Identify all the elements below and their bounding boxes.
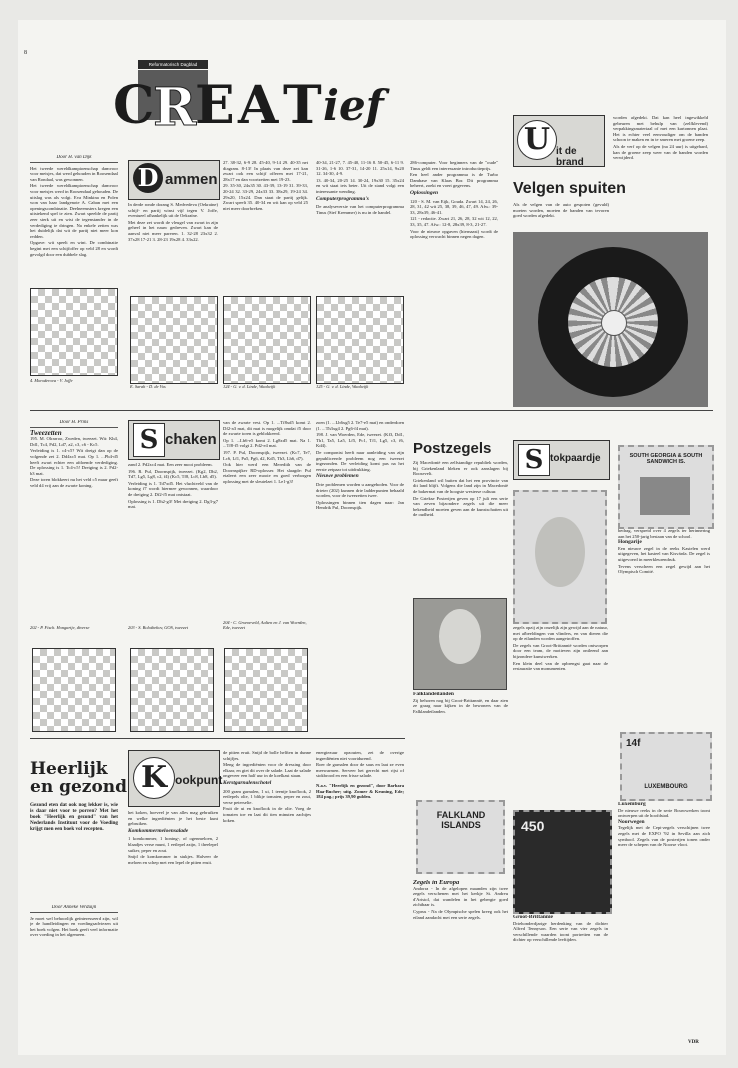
- koken-heading: Heerlijk en gezond: [30, 759, 128, 797]
- koken-byline: Door Anneke Verduijn: [30, 905, 118, 913]
- dammen-board-3: [223, 296, 311, 384]
- dammen-column-4: 40-34, 21-27, 7. 45-40, 11-16 8. 50-45, 6-11 9. 31-26, 1-6 10. 37-31, 14-20 11. 25x14, 9x20 12. 34-30, 4-9. 13. 40-34, 20-25 14. 30-24, 19x30 15. 35x24 en wit staat iets beter. Uit de stand volgt een interessante wending. Computerprogramma's De analyseversie van het computerprogramma Tinus (Sief Kremmer) is nu in de handel.: [316, 160, 404, 215]
- schaken-caption-2: 203 - S. Bolotbekov, GOS, tweezet: [128, 625, 188, 630]
- wheel-photo: [513, 232, 708, 407]
- page-number: 8: [24, 50, 27, 56]
- schaken-subheading-new: Nieuwe problemen: [316, 473, 359, 480]
- schaken-logo: S chaken: [128, 420, 220, 460]
- schaken-column-2: zand 2. Pd2xc4 mat. Een zeer mooi probleem. 196. R. Pul, Doornspijk, tweezet. (Kg2, Dh2, Td7, Lg5, Lg8, c2, f4) (Kc5, Tf8, Lc8, Lb8, d5). Verleiding is 1. Td7xd5. Het vluchtveld van de koning f7 wordt hiermee gewonnen, waardoor de dreiging 2. Df2-f5 mat ontstaat. Oplossing is 1. Dh2-g3! Met dreiging 2. Dg3-g7 mat.: [128, 462, 218, 510]
- dammen-board-4: [316, 296, 404, 384]
- postzegels-column-falkland: Falklandeilanden Zij behoren nog bij Groot-Brittannië, en daar zien ze graag naar kijken in de bewoners van de Falklandeilanden.: [413, 692, 508, 714]
- postzegels-column-1: Zij Macedonië een zelfstandige republiek worden, bij Griekenland bleken er ook aanslagen bij Roosevelt. Griekenland wil buiten dat het een provincie van dit land blijft. Volgens die land zijn in Macedonië de bakermat van de hoogste westerse cultuur. De Griekse Posterijen geven op 17 juli een serie van zeven bijzondere zegels uit die meer bekendheid moeten geven aan de kunstschatten uit de oudheid.: [413, 460, 508, 518]
- schaken-caption-1: 202 - P. Fisch. Hongarije, diverse: [30, 625, 90, 630]
- postzegels-column-2: zegels opzij zijn onzelijk zijn gewijd aan de natuur, met afbeeldingen van vlinders, en van dieren die op de eilanden worden aangetroffen. De zegels van Groot-Brittannië worden ontworpen door een team, de motieven zijn ontleend aan bijzondere kunstwerken. Een klein deel van de opbrengst gaat naar de restauratie van monumenten.: [513, 625, 608, 672]
- postzegels-column-4: Luxemburg De nieuwe reeks in de serie Bouwwerken toont ontwerpen uit de hoofdstad. Noorwegen Tegelijk met de Cept-zegels verschijnen twee zegels met de EXPO '92 in Sevilla aan zich symbool. Zegels van de posterijen tonen onder meer de schepen van de Noorse vloot.: [618, 802, 710, 848]
- velgen-column: worden afgedekt. Dat kan heel ingewikkeld gebeuren met behulp van (zelfklevend) verpakkingsmateriaal of met een kartonnen plaat. Het is echter veel eenvoudiger om de banden schoon te maken en in te smeren met groene zeep. Als de verf op de velgen (na 24 uur) is uitgehard, kan de groene zeep weer van de banden worden verwijderd.: [613, 115, 708, 161]
- postzegels-column-europa: Zegels in Europa Andorra - In de afgelopen maanden zijn twee zegels verschenen met het kerkje St. Andreu d'Aristol, dat wandelen in het gebergte goed zichtbaar is. Cyprus - Na de Olympische spelen kreeg ook het eiland aandacht met een serie zegels.: [413, 880, 508, 920]
- koken-column-4: energiezuur opzouten, zet de overige ingrediënten niet voortdurend. Roer de garnalen door de saus en laat ze even meewarmen. Serveer het gerecht met rijst of stokbrood en een frisse salade. N.a.v. "Heerlijk en gezond", door Barbara Haa-Bucher; uitg. Zomer & Keuning, Ede; 184 pag.; prijs 39,90 gulden.: [316, 750, 404, 800]
- newspaper-page: [18, 20, 726, 1055]
- falkland-subheading: Falklandeilanden: [413, 692, 454, 697]
- footer-initials: VDR: [688, 1040, 699, 1045]
- dammen-logo: D ammen: [128, 160, 220, 200]
- section-divider-2: [30, 738, 405, 739]
- schaken-column-4: zoen (1. ...Lh6xg5 2. Te7-e5 mat) en onderdoen (1. ...Th3xg4 2. Pg6-f4 mat). 198. J. van Woerden, Ede, tweezet. (Kf3, Dd1, Th1, Ta5, La5, Lf5, Pc1, Tf1, Lg5, c3, f6, Kd4). De componist heeft naar aanleiding van zijn gepubliceerde probleem nog een tweezet ingezonden. De verleiding komt pas na het eerste zetpaar tot uitdrukking. Nieuwe problemen Drie problemen worden u aangeboden. Voor de drieter (202) kunnen drie ladderpunten behaald worden, voor de tweezetten twee. Oplossingen binnen tien dagen naar: Jan Hendrik Pul, Doornspijk.: [316, 420, 404, 511]
- section-divider-1: [30, 410, 713, 411]
- velgen-intro: Als de velgen van de auto gespoten (gevuld) moeten worden, moeten de banden van tevoren goed worden afgedekt.: [513, 202, 609, 219]
- koken-column-1: Door Anneke Verduijn Je moet wel behoorlijk geïnteresseerd zijn, wil je de handleidingen en voedingsadviezen uit het boek volgen. Het boek geeft veel informatie over voeding in het algemeen.: [30, 905, 118, 938]
- schaken-caption-3: 204 - C. Groeneveld, Aalten en J. van Woerden, Ede, tweezet: [223, 620, 307, 630]
- dammen-byline: Door H. van Dijk: [30, 155, 118, 163]
- koken-intro: Gezond eten dat ook nog lekker is, wie is daar niet voor te porren? Met het boek "Heerlijk en gezond" van het Nederlands Instituut voor de Voeding krijgt men een boek vol recepten.: [30, 802, 118, 832]
- stamp-falkland: FALKLAND ISLANDS: [416, 800, 505, 874]
- postzegels-heading: Postzegels: [413, 440, 492, 457]
- dammen-column-1: Door H. van Dijk Het tweede wereldkampioenschap damvoor voor meisjes, dat werd gehouden in Roosendaal van Rondaal, was gewonnen. Het tweede wereldkampioenschap damvoor voor meisjes werd in Roosendaal gehouden. De uitslag was als volgt. Eva Minkina en Polen won van haar landgenote A. Caban met een openingscombinatie. Deelneemsters kregen een uitstekend spel te zien. Zwart speelde de partij zeer sterk uit en wist de tegenstander in de verdediging te dringen. Na enkele zetten was het duidelijk dat wit de partij niet meer kon redden. Opgave: wit speelt en wint. De combinatie begint met een schijfoffer op veld 28 en wordt gevolgd door een dubbele slag.: [30, 155, 118, 257]
- schaken-column-3: van de zwarte vest. Op 1. ...Tf8xd5 komt 2. Df2-a3 mat, dit mat is mogelijk omdat f5 door de zwarte toren is geblokkeerd. Op 1. ...Lb6-e5 komt 2. Lg8xd5 mat. Na 1. ...Tf8-f5 volgt 2. Pd2-e4 mat. 197. P. Pul, Doornspijk, tweezet. (Kc7, Te7, Lc6, Lf1, Pa5, Pg6, d2, Kd5, Th3, Lh6, d7). Ook hier werd een Meredith van de Doornspijker RD-oplosser. Het slaagde: Pul etaleert een zeer mooie en goed verborgen oplossing met de sleutelzet 1. Le1-g3!: [223, 420, 311, 484]
- dammen-caption-4: 125 - G. v. d. Linde, Waalwijk: [316, 384, 369, 389]
- stamp-luxembourg: 14f LUXEMBOURG: [620, 732, 712, 801]
- recipe-1-heading: Komkommermeloensalade: [128, 827, 189, 834]
- dammen-caption-1: 4. Moroderova - V. Joffe: [30, 378, 73, 383]
- europa-subheading: Zegels in Europa: [413, 880, 460, 886]
- stamp-450: 450: [513, 810, 612, 914]
- schaken-board-3: [224, 648, 308, 732]
- dammen-subheading-computer: Computerprogramma's: [316, 195, 369, 202]
- dammen-subheading-solutions: Oplossingen: [410, 189, 439, 196]
- dammen-board-2: [130, 296, 218, 384]
- dammen-caption-2: E. Sarah - D. de Vos: [130, 384, 166, 389]
- gb-subheading: Groot-Brittannië: [513, 915, 553, 920]
- stamp-portrait: [513, 490, 607, 624]
- dammen-board-1: [30, 288, 118, 376]
- schaken-heading: Tweezetten: [30, 428, 62, 437]
- luxemburg-subheading: Luxemburg: [618, 802, 646, 807]
- hongarije-subheading: Hongarije: [618, 539, 642, 546]
- dammen-column-2: In derde ronde dorang S. Medvedeva (Oekraïne) schijf- en partij winst vijf tegen V. Joffe, eventueel afhankelijk uit de Oekraïne. Met deze zet wordt de vleugel van zwart in zijn geheel in het nauw gedreven. Zwart kan de aanval niet meer pareren. 1. 32-28 23x32 2. 37x28 17-21 3. 28-23 19x28 4. 33x22.: [128, 202, 218, 242]
- dammen-column-5: 286-computer. Voor beginners van de "oude" Tinus geldt een interessante introductieprijs. Een heel ander programma is de Turbo Dambase van Klaas Bor. Dit programma beheert, zoekt en voert gegevens. Oplossingen 120 - S. M. van Eijk, Gouda. Zwart 14, 24, 26, 28, 31, 42 wit 25, 38, 39, 46, 47, 49. Afw.: 39-33, 28x39, 46-41. 121 - redactie. Zwart 21, 26, 28, 32 wit 12, 22, 33, 35, 47. Afw.: 12-8, 28x39, 8-3, 21-27. Voor de nieuwe opgaven (hiernaast) wordt de oplossing verwacht binnen negen dagen.: [410, 160, 498, 240]
- koken-column-3: de pitten eruit. Snijd de bolle helften in dunne schijfjes. Meng de ingrediënten voor de dressing door elkaar, en giet dit over de salade. Laat de salade ongeveer een half uur in de koelkast staan. Kerstgarnalenschotel 200 gram garnalen, 1 ui, 1 teentje knoflook, 2 eetlepels olie, 1 blikje tomaten, peper en zout, verse peterselie. Fruit de ui en knoflook in de olie. Voeg de tomaten toe en laat dit tien minuten zachtjes koken.: [223, 750, 311, 823]
- kookpunt-logo: K ookpunt: [128, 750, 220, 807]
- stamp-portrait-image: [413, 598, 507, 690]
- schaken-board-1: [32, 648, 116, 732]
- dammen-column-3: 27. 38-32, 6-9 28. 45-40, 9-14 29. 40-35 net diagram. 8-13! In plaats van deze zet kan zwart ook een schijf offeren met 17-21, 28x17 en dan voortzetten met 19-23. 29. 35-30, 24x35 30. 43-39, 13-19 31. 39-33, 20-24 32. 33-29, 24x33 33. 38x29, 19-24 34. 29x20, 15x24. Dan staat de partij gelijk. Zwart speelt 35. 40-34 en wit kan op veld 25 niet meer doorbreken.: [223, 160, 308, 211]
- dammen-caption-3: 124 - G. v. d. Linde, Waalwijk: [223, 384, 276, 389]
- noorwegen-subheading: Noorwegen: [618, 818, 645, 825]
- book-reference: N.a.v. "Heerlijk en gezond", door Barbara Haa-Bucher; uitg. Zomer & Keuning, Ede; 184 pag.; prijs 39,90 gulden.: [316, 782, 404, 800]
- schaken-board-2: [130, 648, 214, 732]
- masthead-title: C R E A T ief: [113, 75, 384, 138]
- masthead-tag: Reformatorisch Dagblad: [138, 60, 208, 69]
- schaken-byline: Door H. Prins: [30, 420, 118, 428]
- stamp-south-georgia: SOUTH GEORGIA & SOUTH SANDWICH IS.: [618, 445, 714, 529]
- koken-column-2: het koken, hoeveel je van alles mag gebruiken en welke ingrediënten je het beste kunt gebruiken. Komkommermeloensalade 1 komkommer, 1 honing-, of ogenmeloen, 2 blaadjes verse munt, 1 eetlepel azijn, 1 theelepel suiker, peper en zout. Snijd de komkommer in stukjes. Halveer de meloen en schep met een lepel de pitten eruit.: [128, 810, 218, 865]
- postzegels-column-gb: Groot-Brittannië Driehonderdjarige herdenking van de dichter Alfred Tennyson. Een serie van vier zegels in verschillende waarden toont portretten van de dichter op verschillende leeftijden.: [513, 915, 608, 943]
- recipe-2-heading: Kerstgarnalenschotel: [223, 779, 272, 786]
- velgen-heading: Velgen spuiten: [513, 180, 626, 197]
- postzegels-column-3: bedrag, verspreid over 4 zegels ter herinnering aan het 250-jarig bestaan van de school. Hongarije Een nieuwe zegel in de reeks Kastelen werd uitgegeven, het kasteel van Kisvárda. De zegel is uitgevoerd in meerkleurendruk. Tevens verscheen een zegel gewijd aan het Olympisch Comité.: [618, 528, 710, 575]
- brand-logo: U it de brand: [513, 115, 605, 167]
- schaken-column-1: Door H. Prins Tweezetten 195. M. Olrarroo, Zweden, tweezet. Wit: Kh4, Dd1, Tc4, Pd2, Ld7, a2, c3, c6 - Kc5. Verleiding is 1. c4-c5? Wit dreigt dan op de volgende zet 2. Dd4xc5 mat. Op 1. ...Pb4-d5 heeft zwart echter een afdoende verdediging. De oplossing is 1. Tc4-c5! Dreiging is 2. Pd2-b3 mat. Deze toren blokkeert nu het veld c5 maar geeft veld d4 vrij aan de zwarte koning.: [30, 420, 118, 488]
- stokpaardje-logo: S tokpaardje: [513, 440, 610, 480]
